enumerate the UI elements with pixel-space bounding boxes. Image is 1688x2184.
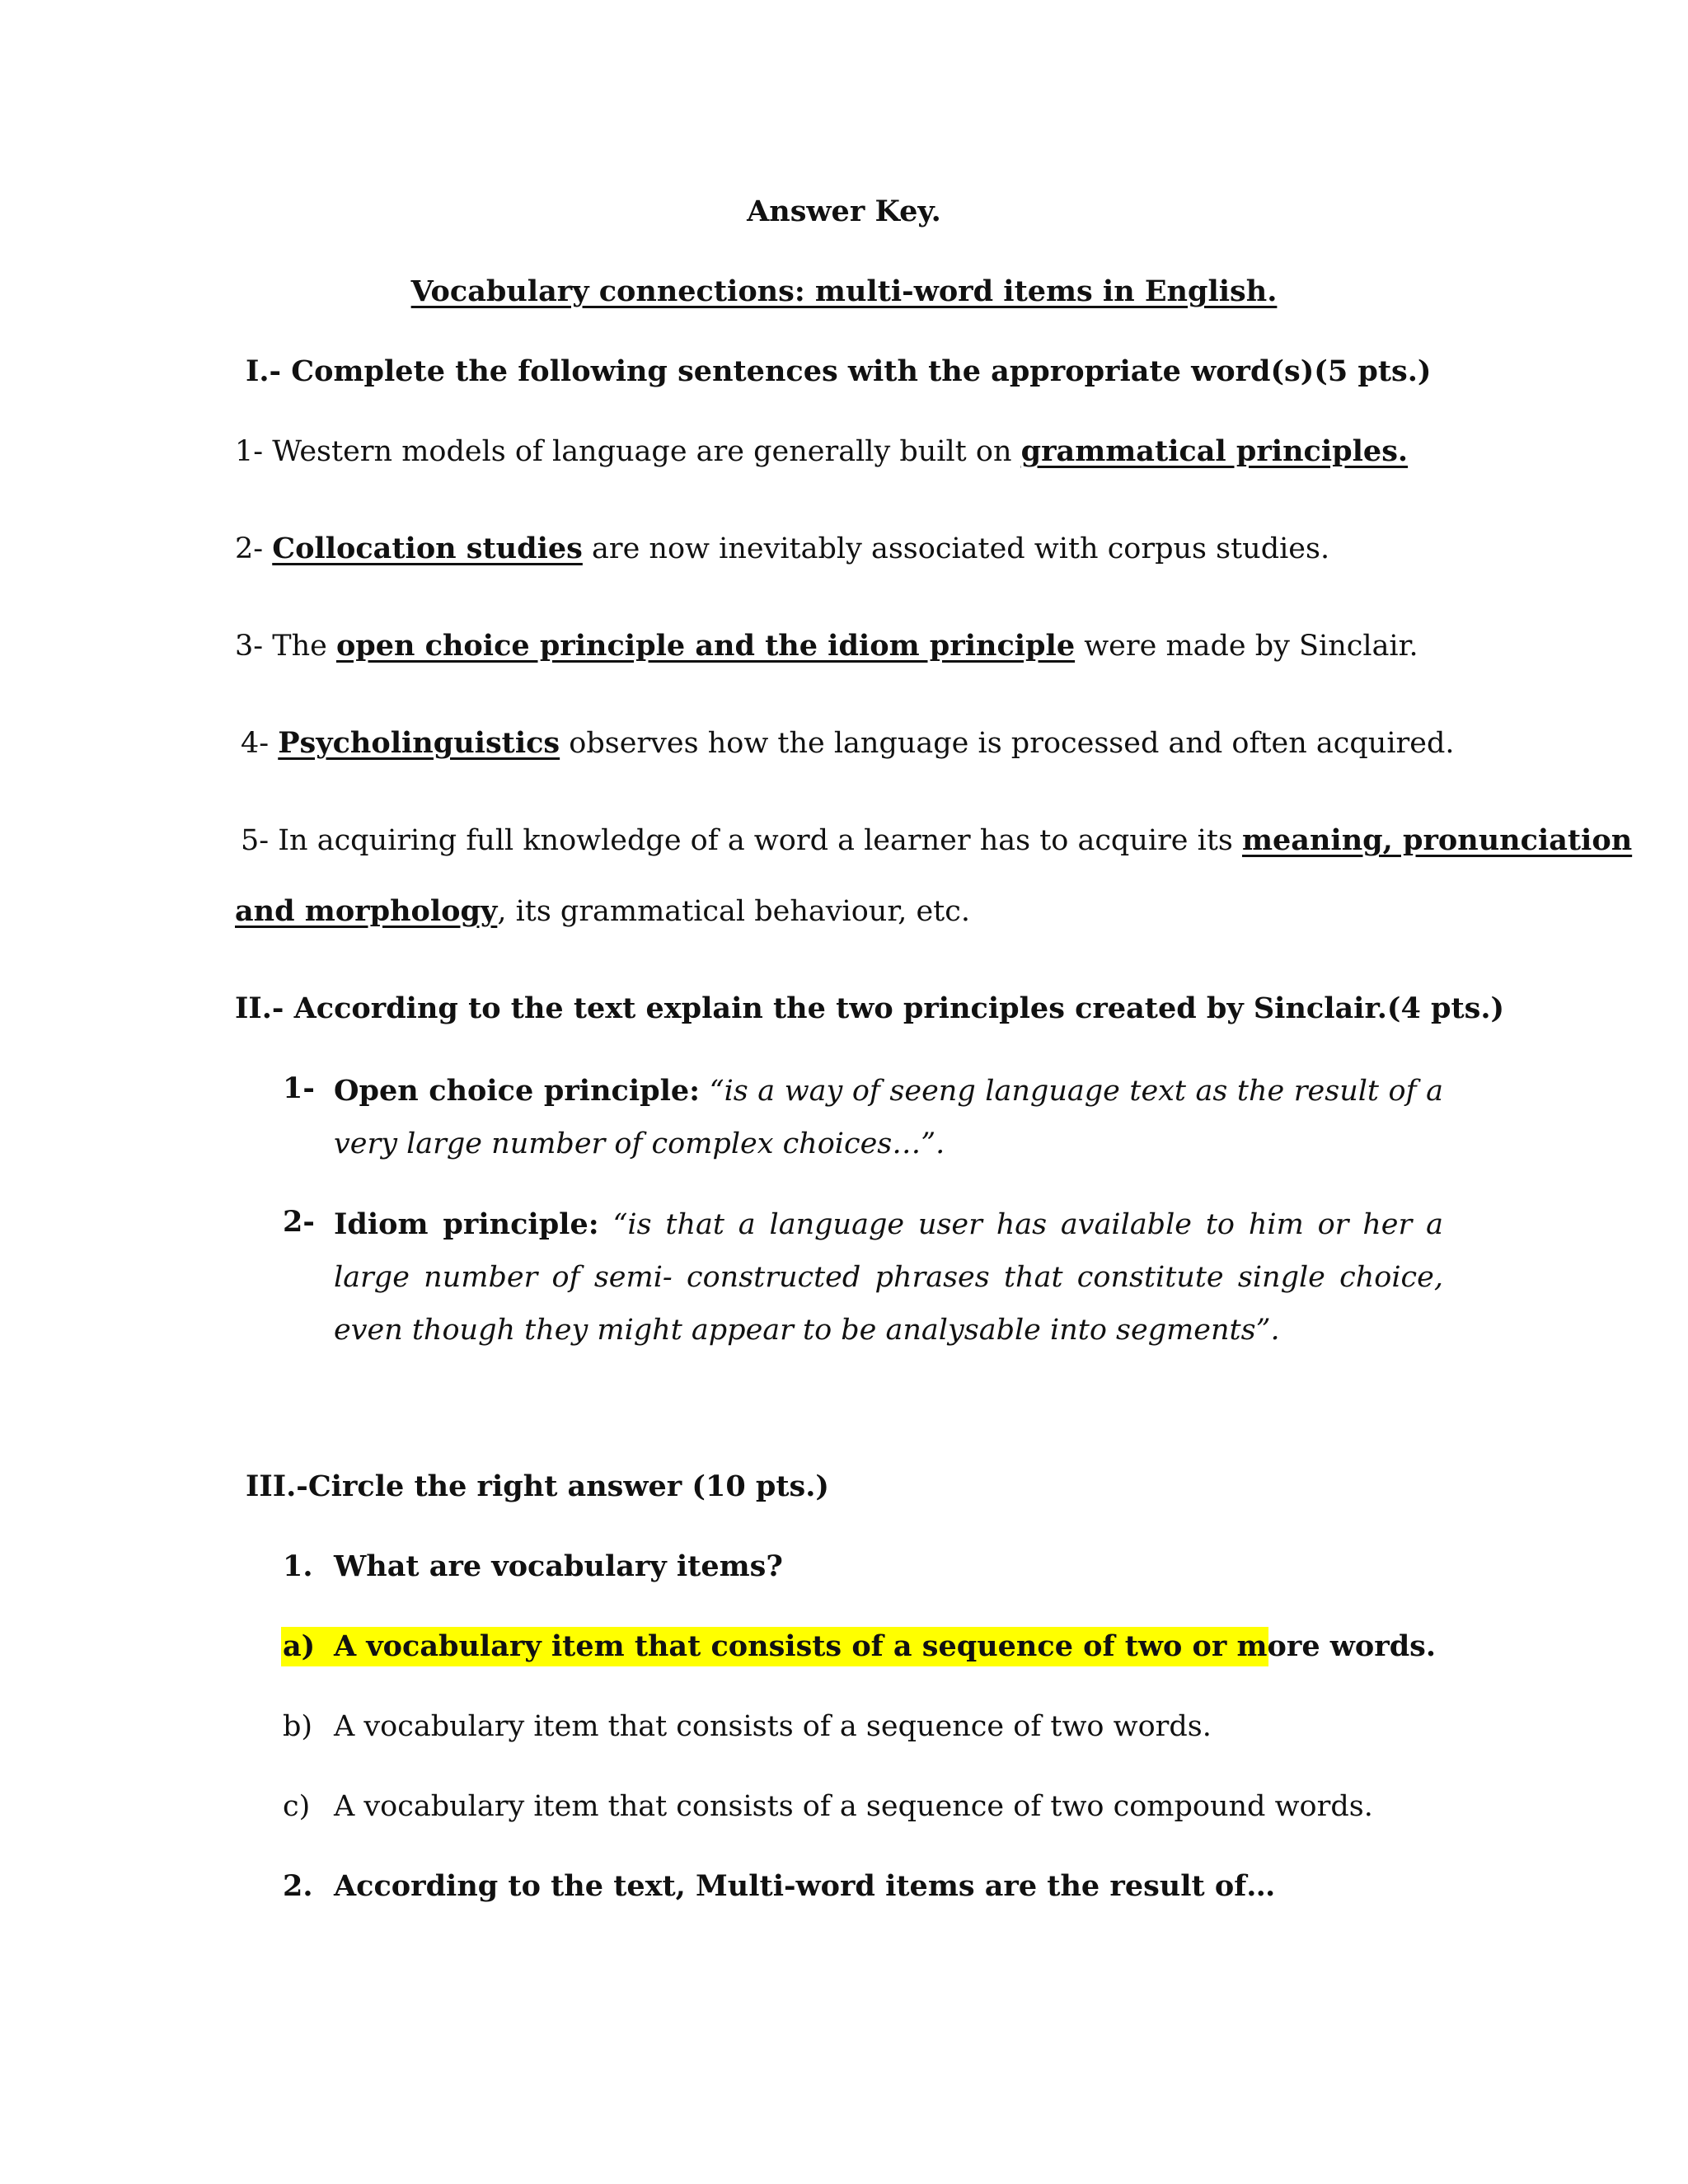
principle-1-text: “is a way of seeng language text as the result of a very large number of complex choices…”.: [334, 1075, 1443, 1160]
answer-5: meaning, pronunciation: [1242, 823, 1633, 857]
option-b-letter[interactable]: b): [283, 1710, 313, 1743]
principle-2-term: Idiom principle:: [334, 1207, 599, 1241]
question-2-text: According to the text, Multi-word items are the result of…: [334, 1869, 1276, 1903]
answer-4: Psycholinguistics: [278, 726, 560, 760]
principle-2-text: “is that a language user has available to him or her a large number of semi- constructed phrases that constitute single choice, even though they might appear to be analysable into segments”.: [334, 1208, 1443, 1347]
option-c-letter[interactable]: c): [283, 1790, 311, 1823]
option-b-text[interactable]: A vocabulary item that consists of a sequence of two words.: [334, 1710, 1212, 1743]
question-1-text: What are vocabulary items?: [334, 1549, 783, 1583]
section-1-heading: I.- Complete the following sentences with the appropriate word(s)(5 pts.): [246, 354, 1432, 388]
option-c-text[interactable]: A vocabulary item that consists of a sequence of two compound words.: [334, 1790, 1373, 1823]
principle-2-number: 2-: [283, 1205, 315, 1239]
option-a-letter[interactable]: a): [283, 1629, 316, 1663]
principle-1-term: Open choice principle:: [334, 1074, 701, 1108]
section-1-item-4: 4- Psycholinguistics observes how the language is processed and often acquired.: [241, 726, 1455, 760]
principle-2: [334, 1198, 1443, 1357]
option-a-text[interactable]: A vocabulary item that consists of a sequence of two or more words.: [334, 1629, 1437, 1663]
section-1-item-2: 2- Collocation studies are now inevitably associated with corpus studies.: [235, 532, 1330, 565]
answer-5-cont: and morphology: [235, 894, 498, 928]
principle-1: [334, 1065, 1443, 1170]
section-1-item-1: 1- Western models of language are generally built on grammatical principles.: [235, 434, 1409, 468]
page-subtitle: Vocabulary connections: multi-word items in English.: [410, 274, 1278, 308]
answer-2: Collocation studies: [272, 532, 583, 565]
section-1-item-5: 5- In acquiring full knowledge of a word a learner has to acquire its meaning, pronunciation: [241, 823, 1633, 857]
question-2-number: 2.: [283, 1869, 313, 1903]
answer-3: open choice principle and the idiom principle: [335, 629, 1076, 663]
question-1-number: 1.: [283, 1549, 313, 1583]
section-3-heading: III.-Circle the right answer (10 pts.): [246, 1469, 829, 1503]
section-2-heading: II.- According to the text explain the two principles created by Sinclair.(4 pts.): [235, 991, 1505, 1025]
principle-1-number: 1-: [283, 1071, 315, 1105]
answer-1: grammatical principles.: [1020, 434, 1409, 468]
section-1-item-3: 3- The open choice principle and the idiom principle were made by Sinclair.: [235, 629, 1418, 663]
page-title: Answer Key.: [747, 194, 941, 228]
section-1-item-5-cont: and morphology, its grammatical behaviour, etc.: [235, 894, 970, 928]
